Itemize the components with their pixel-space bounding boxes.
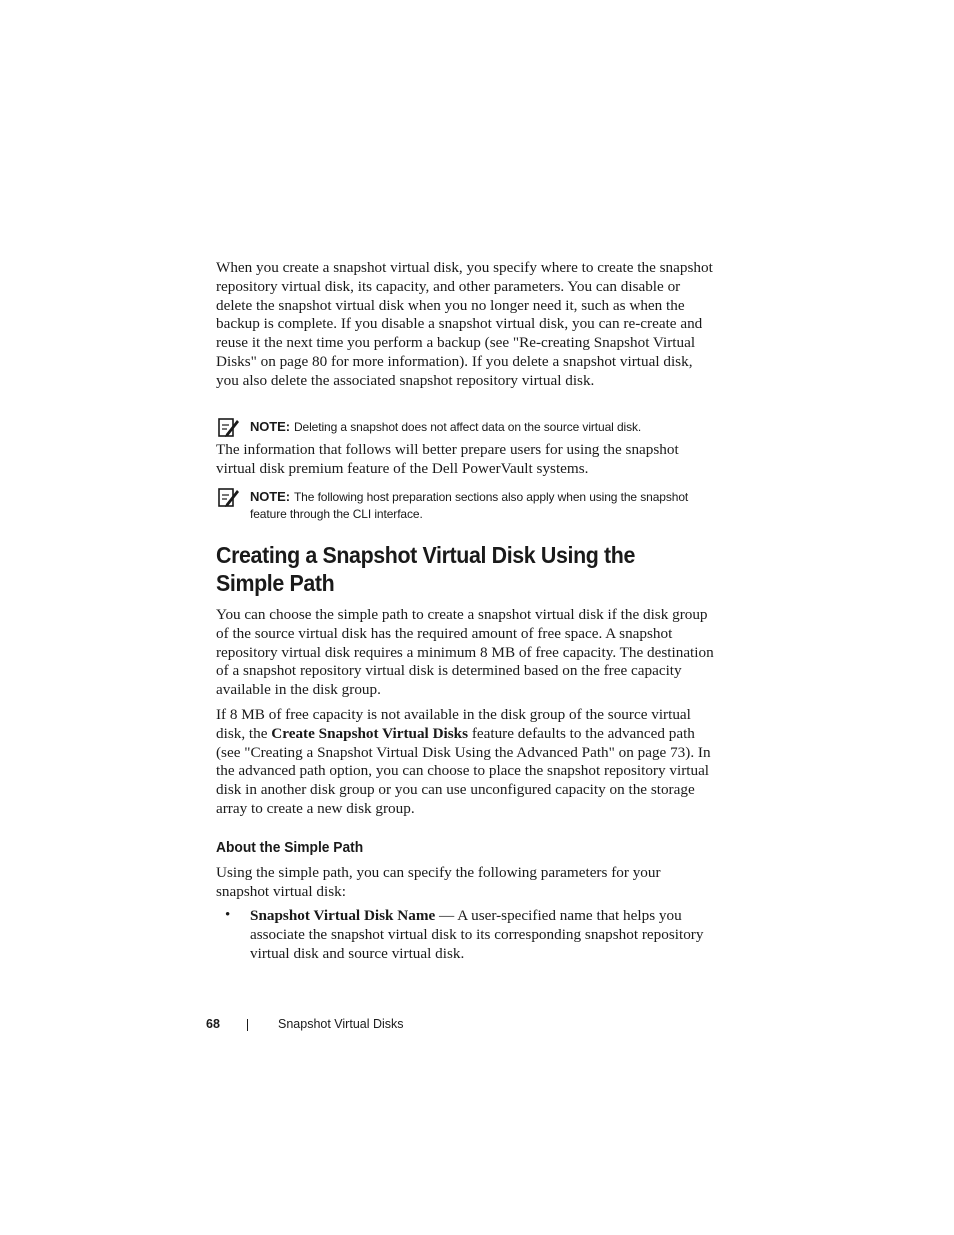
paragraph-text: If 8 MB of free capacity is not available in the disk group of the source virtual disk, the (216, 706, 691, 742)
info-paragraph: The information that follows will better prepare users for using the snapshot virtual disk premium feature of the Dell PowerVault systems. (216, 441, 679, 477)
section-heading-line1: Creating a Snapshot Virtual Disk Using the (216, 542, 636, 568)
create-snapshot-term: Create Snapshot Virtual Disks (271, 724, 469, 742)
note-text (250, 488, 716, 523)
note-pencil-icon (218, 417, 240, 439)
list-item (250, 907, 720, 963)
subsection-heading: About the Simple Path (216, 839, 364, 856)
simple-path-paragraph: You can choose the simple path to create a snapshot virtual disk if the disk group of the source virtual disk has the required amount of free space. A snapshot repository virtual disk requires a minimum 8 MB of free capacity. The destination of a snapshot repository virtual disk is determined based on the free capacity available in the disk group. (216, 606, 714, 699)
subsection-intro: Using the simple path, you can specify the following parameters for your snapshot virtual disk: (216, 864, 661, 900)
note-label: NOTE: (250, 419, 290, 434)
section-heading-line2: Simple Path (216, 570, 335, 596)
footer-chapter-title: Snapshot Virtual Disks (278, 1017, 404, 1031)
section-heading (216, 541, 700, 597)
note-body: The following host preparation sections also apply when using the snapshot feature through the CLI interface. (250, 490, 689, 521)
bullet-term: Snapshot Virtual Disk Name (250, 907, 436, 924)
footer-separator (247, 1019, 248, 1031)
note-label: NOTE: (250, 489, 290, 504)
bullet-description: — A user-specified name that helps you associate the snapshot virtual disk to its corresponding snapshot repository virtual disk and source virtual disk. (250, 907, 704, 962)
intro-paragraph: When you create a snapshot virtual disk, you specify where to create the snapshot repository virtual disk, its capacity, and other parameters. You can disable or delete the snapshot virtual disk when you no longer need it, such as when the backup is complete. If you disable a snapshot virtual disk, you can re-create and reuse it the next time you perform a backup (see "Re-creating Snapshot Virtual Disks" on page 80 for more information). If you delete a snapshot virtual disk, you also delete the associated snapshot repository virtual disk. (216, 259, 713, 389)
note-body: Deleting a snapshot does not affect data on the source virtual disk. (293, 420, 642, 434)
free-capacity-paragraph (216, 706, 714, 819)
paragraph-text: feature defaults to the advanced path (see "Creating a Snapshot Virtual Disk Using the Advanced Path" on page 73). In the advanced path option, you can choose to place the snapshot repository virtual disk in another disk group or you can use unconfigured capacity on the storage array to create a new disk group. (216, 724, 711, 817)
note-text (250, 418, 716, 436)
page-number: 68 (206, 1017, 220, 1031)
note-pencil-icon (218, 487, 240, 509)
bullet-marker: • (225, 907, 231, 923)
